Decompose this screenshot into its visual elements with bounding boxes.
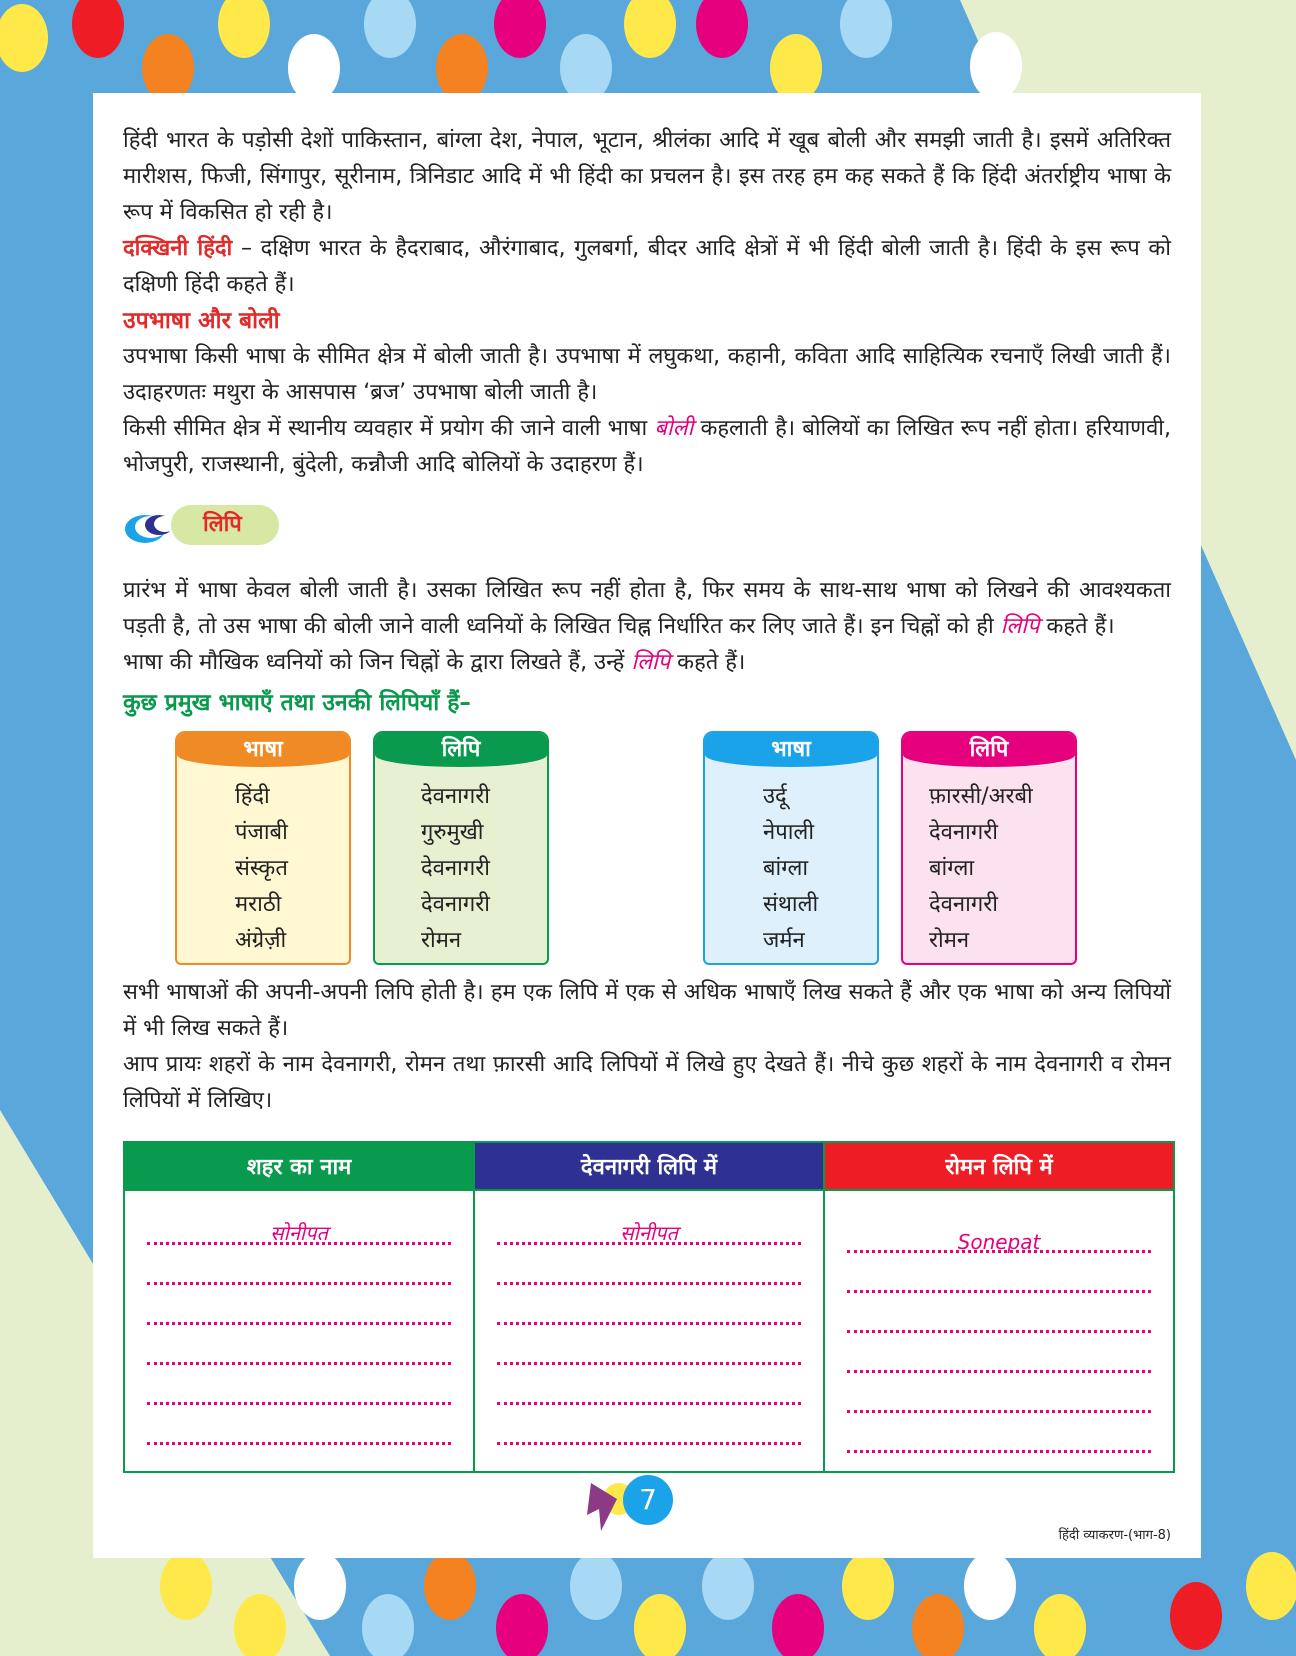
list-item: संस्कृत bbox=[235, 856, 288, 881]
list-item: उर्दू bbox=[763, 784, 787, 809]
answer-line[interactable] bbox=[847, 1293, 1151, 1333]
boli-paragraph bbox=[123, 411, 1171, 483]
list-item: गुरुमुखी bbox=[421, 820, 484, 845]
footer-book-title: हिंदी व्याकरण-(भाग-8) bbox=[1058, 1528, 1171, 1543]
list-item: देवनागरी bbox=[929, 820, 998, 845]
answer-line[interactable] bbox=[847, 1213, 1151, 1253]
box-lipi-1 bbox=[373, 731, 549, 965]
list-item: बांग्ला bbox=[929, 856, 975, 881]
lipi-p1-end: कहते हैं। bbox=[1039, 614, 1115, 639]
answer-line[interactable] bbox=[497, 1325, 801, 1365]
city-name-column[interactable] bbox=[124, 1190, 474, 1472]
list-item: देवनागरी bbox=[421, 784, 490, 809]
lipi-paragraph-2 bbox=[123, 645, 1171, 681]
column-header-devanagari: देवनागरी लिपि में bbox=[474, 1142, 824, 1190]
answer-line[interactable] bbox=[497, 1245, 801, 1285]
upbhasha-heading: उपभाषा और बोली bbox=[123, 308, 280, 334]
answer-line[interactable] bbox=[847, 1333, 1151, 1373]
page-number-badge bbox=[93, 1475, 1201, 1535]
lipi-section-header bbox=[123, 501, 1171, 553]
language-script-boxes bbox=[123, 731, 1171, 967]
list-item: देवनागरी bbox=[929, 892, 998, 917]
dakkhini-term: दक्खिनी हिंदी bbox=[123, 236, 233, 261]
after-paragraph-2: आप प्रायः शहरों के नाम देवनागरी, रोमन तथा फ़ारसी आदि लिपियों में लिखे हुए देखते हैं। नीचे कुछ शहरों के नाम देवनागरी व रोमन लिपियों में लिखिए। bbox=[123, 1052, 1171, 1113]
lipi-p1-start: प्रारंभ में भाषा केवल बोली जाती है। उसका लिखित रूप नहीं होता है, फिर समय के साथ-साथ भाषा को लिखने की आवश्यकता पड़ती है, तो उस भाषा की बोली जाने वाली ध्वनियों के लिखित चिह्न निर्धारित कर लिए जाते हैं। इन चिह्नों को ही bbox=[123, 578, 1171, 639]
answer-line[interactable] bbox=[147, 1285, 451, 1325]
list-item: संथाली bbox=[763, 892, 819, 917]
boli-text-start: किसी सीमित क्षेत्र में स्थानीय व्यवहार में प्रयोग की जाने वाली भाषा bbox=[123, 416, 655, 441]
lipi-pill: लिपि bbox=[171, 505, 279, 545]
lipi-term-2: लिपि bbox=[631, 650, 671, 675]
answer-line[interactable] bbox=[147, 1325, 451, 1365]
list-item: हिंदी bbox=[235, 784, 270, 809]
list-item: जर्मन bbox=[763, 928, 805, 953]
box-header: भाषा bbox=[705, 733, 877, 767]
answer-line[interactable] bbox=[497, 1205, 801, 1245]
list-item: रोमन bbox=[421, 928, 462, 953]
upbhasha-paragraph: उपभाषा किसी भाषा के सीमित क्षेत्र में बोली जाती है। उपभाषा में लघुकथा, कहानी, कविता आदि साहित्यिक रचनाएँ लिखी जाती हैं। उदाहरणतः मथुरा के आसपास ‘ब्रज’ उपभाषा बोली जाती है। bbox=[123, 344, 1171, 405]
answer-line[interactable] bbox=[147, 1205, 451, 1245]
city-names-table bbox=[123, 1141, 1175, 1473]
answer-line[interactable] bbox=[497, 1365, 801, 1405]
list-item: रोमन bbox=[929, 928, 970, 953]
list-item: अंग्रेज़ी bbox=[235, 928, 287, 953]
list-item: नेपाली bbox=[763, 820, 815, 845]
page-sheet bbox=[93, 93, 1201, 1558]
lipi-p2-start: भाषा की मौखिक ध्वनियों को जिन चिह्नों के द्वारा लिखते हैं, उन्हें bbox=[123, 650, 632, 675]
answer-line[interactable] bbox=[847, 1253, 1151, 1293]
after-paragraph-1: सभी भाषाओं की अपनी-अपनी लिपि होती है। हम एक लिपि में एक से अधिक भाषाएँ लिख सकते हैं और एक भाषा को अन्य लिपियों में भी लिख सकते हैं। bbox=[123, 980, 1171, 1041]
box-lipi-2 bbox=[901, 731, 1077, 965]
devanagari-column[interactable] bbox=[474, 1190, 824, 1472]
answer-line[interactable] bbox=[497, 1285, 801, 1325]
list-item: देवनागरी bbox=[421, 892, 490, 917]
roman-column[interactable] bbox=[824, 1190, 1174, 1472]
list-item: देवनागरी bbox=[421, 856, 490, 881]
dakkhini-text: – दक्षिण भारत के हैदराबाद, औरंगाबाद, गुलबर्गा, बीदर आदि क्षेत्रों में भी हिंदी बोली जाती है। हिंदी के इस रूप को दक्षिणी हिंदी कहते हैं। bbox=[123, 236, 1171, 297]
box-header: भाषा bbox=[177, 733, 349, 767]
box-header: लिपि bbox=[903, 733, 1075, 767]
lipi-p2-end: कहते हैं। bbox=[670, 650, 746, 675]
sample-answer: सोनीपत bbox=[270, 1221, 328, 1245]
answer-line[interactable] bbox=[497, 1405, 801, 1445]
boli-term: बोली bbox=[654, 416, 694, 441]
lipi-paragraph-1 bbox=[123, 573, 1171, 645]
lipi-term-1: लिपि bbox=[1000, 614, 1040, 639]
answer-line[interactable] bbox=[847, 1373, 1151, 1413]
column-header-roman: रोमन लिपि में bbox=[824, 1142, 1174, 1190]
box-header: लिपि bbox=[375, 733, 547, 767]
list-item: फ़ारसी/अरबी bbox=[929, 784, 1033, 809]
intro-paragraph: हिंदी भारत के पड़ोसी देशों पाकिस्तान, बांग्ला देश, नेपाल, भूटान, श्रीलंका आदि में खूब बोली और समझी जाती है। इसमें अतिरिक्त मारीशस, फिजी, सिंगापुर, सूरीनाम, त्रिनिडाट आदि में भी हिंदी का प्रचलन है। इस तरह हम कह सकते हैं कि हिंदी अंतर्राष्ट्रीय भाषा के रूप में विकसित हो रही है। bbox=[123, 128, 1171, 225]
boli-text-end: कहलाती है। बोलियों का लिखित रूप नहीं होता। हरियाणवी, भोजपुरी, राजस्थानी, बुंदेली, कन्नौजी आदि बोलियों के उदाहरण हैं। bbox=[123, 416, 1171, 477]
page-number: 7 bbox=[623, 1475, 673, 1525]
answer-line[interactable] bbox=[147, 1365, 451, 1405]
answer-line[interactable] bbox=[147, 1405, 451, 1445]
sample-answer: Sonepat bbox=[957, 1230, 1041, 1254]
answer-line[interactable] bbox=[147, 1245, 451, 1285]
list-item: मराठी bbox=[235, 892, 282, 917]
answer-line[interactable] bbox=[847, 1413, 1151, 1453]
box-bhasha-2 bbox=[703, 731, 879, 965]
dakkhini-paragraph bbox=[123, 231, 1171, 303]
sample-answer: सोनीपत bbox=[620, 1221, 678, 1245]
languages-scripts-heading: कुछ प्रमुख भाषाएँ तथा उनकी लिपियाँ हैं– bbox=[123, 690, 471, 716]
box-bhasha-1 bbox=[175, 731, 351, 965]
column-header-city: शहर का नाम bbox=[124, 1142, 474, 1190]
list-item: बांग्ला bbox=[763, 856, 809, 881]
list-item: पंजाबी bbox=[235, 820, 288, 845]
